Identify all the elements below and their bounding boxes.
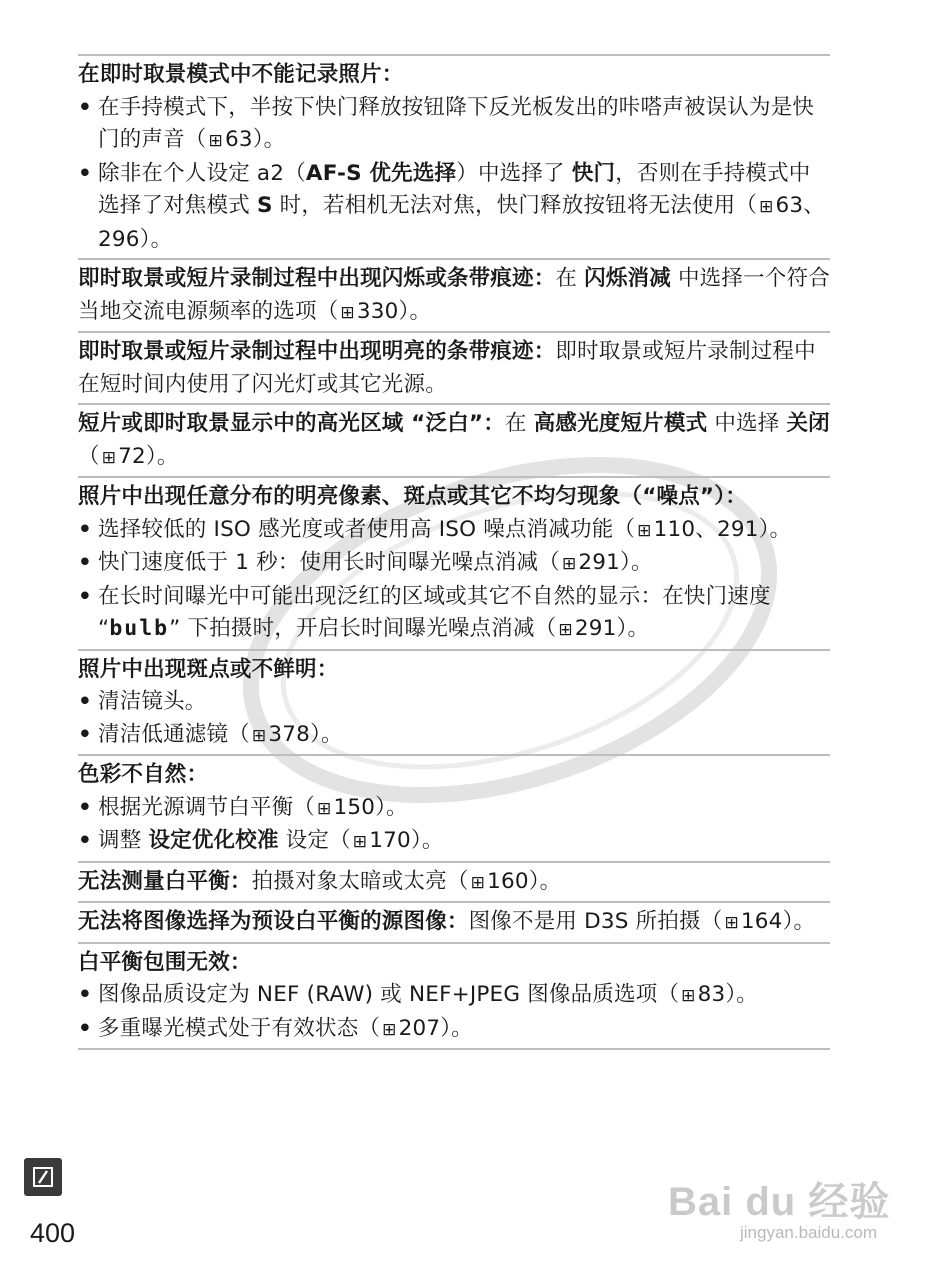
pen-icon: [31, 1165, 55, 1189]
page-ref-icon: ⊞: [340, 302, 355, 323]
page-ref-icon: ⊞: [470, 872, 486, 893]
troubleshooting-list: [78, 54, 830, 1050]
bulb-lcd-text: bulb: [109, 616, 170, 641]
entry-heading: 无法测量白平衡：: [78, 868, 252, 894]
entry-bright-bands: 即时取景或短片录制过程中出现明亮的条带痕迹：即时取景或短片录制过程中在短时间内使用了闪光灯或其它光源。: [78, 331, 830, 403]
page-ref-icon: ⊞: [637, 520, 652, 541]
entry-heading: 无法将图像选择为预设白平衡的源图像：: [78, 909, 469, 934]
entry-wb-source: 无法将图像选择为预设白平衡的源图像：图像不是用 D3S 所拍摄（ ⊞164）。: [78, 901, 830, 942]
list-item: • 在手持模式下，半按下快门释放按钮降下反光板发出的咔嗒声被误认为是快门的声音（ ⊞63）。: [78, 92, 830, 158]
page-ref-icon: ⊞: [759, 197, 774, 217]
entry-washed-highlights: 短片或即时取景显示中的高光区域 “泛白”：在 高感光度短片模式 中选择 关闭（ ⊞72）。: [78, 403, 830, 476]
entry-heading: 即时取景或短片录制过程中出现闪烁或条带痕迹：: [78, 266, 556, 291]
page-ref-icon: ⊞: [317, 798, 332, 819]
page-ref-icon: ⊞: [251, 725, 267, 746]
entry-heading: 即时取景或短片录制过程中出现明亮的条带痕迹：: [78, 339, 556, 364]
list-item: • 多重曝光模式处于有效状态（ ⊞207）。: [78, 1013, 830, 1047]
page-number: 400: [30, 1218, 76, 1248]
list-item: • 清洁低通滤镜（ ⊞378）。: [78, 719, 830, 753]
page-ref-icon: ⊞: [681, 986, 696, 1006]
list-item: • 调整 设定优化校准 设定（ ⊞170）。: [78, 825, 830, 859]
page-ref-icon: ⊞: [352, 832, 368, 852]
entry-liveview-no-record: [78, 54, 830, 258]
list-item: • 除非在个人设定 a2（AF-S 优先选择）中选择了 快门，否则在手持模式中选择了对焦模式 S 时，若相机无法对焦，快门释放按钮将无法使用（ ⊞63、 296）。: [78, 158, 830, 257]
page-ref-icon: ⊞: [558, 620, 573, 640]
entry-heading: 短片或即时取景显示中的高光区域 “泛白”：: [78, 411, 505, 436]
entry-heading: 白平衡包围无效：: [78, 949, 252, 975]
list-item: • 选择较低的 ISO 感光度或者使用高 ISO 噪点消减功能（ ⊞110、291）。: [78, 514, 830, 548]
entry-wb-bracketing: [78, 942, 830, 1051]
list-item: • 在长时间曝光中可能出现泛红的区域或其它不自然的显示：在快门速度 “bulb” 下拍摄时，开启长时间曝光噪点消减（ ⊞291）。: [78, 581, 830, 647]
notes-tab-icon: [24, 1158, 62, 1196]
baidu-jingyan-logo: [668, 1170, 890, 1227]
entry-wb-measure: 无法测量白平衡：拍摄对象太暗或太亮（ ⊞160）。: [78, 861, 830, 902]
list-item: • 快门速度低于 1 秒：使用长时间曝光噪点消减（ ⊞291）。: [78, 547, 830, 581]
watermark-brand: Bai du 经验: [668, 1180, 891, 1224]
entry-heading: 照片中出现任意分布的明亮像素、斑点或其它不均匀现象（“噪点”）：: [78, 484, 747, 509]
entry-heading: 色彩不自然：: [78, 762, 209, 787]
page-ref-icon: ⊞: [561, 554, 577, 574]
list-item: • 图像品质设定为 NEF (RAW) 或 NEF+JPEG 图像品质选项（ ⊞83）。: [78, 979, 830, 1013]
entry-heading: 在即时取景模式中不能记录照片：: [78, 62, 404, 87]
page-ref-icon: ⊞: [208, 131, 223, 151]
entry-colors: [78, 754, 830, 861]
entry-flicker: 即时取景或短片录制过程中出现闪烁或条带痕迹：在 闪烁消减 中选择一个符合当地交流电源频率的选项（ ⊞330）。: [78, 258, 830, 331]
page-ref-icon: ⊞: [724, 913, 739, 933]
entry-spots: [78, 649, 830, 755]
entry-heading: 照片中出现斑点或不鲜明：: [78, 656, 339, 682]
page-ref-icon: ⊞: [101, 447, 117, 468]
watermark-url: jingyan.baidu.com: [740, 1223, 878, 1242]
list-item: • 清洁镜头。: [78, 686, 830, 719]
page-ref-icon: ⊞: [382, 1019, 397, 1040]
entry-noise: [78, 476, 830, 649]
list-item: • 根据光源调节白平衡（ ⊞150）。: [78, 792, 830, 826]
